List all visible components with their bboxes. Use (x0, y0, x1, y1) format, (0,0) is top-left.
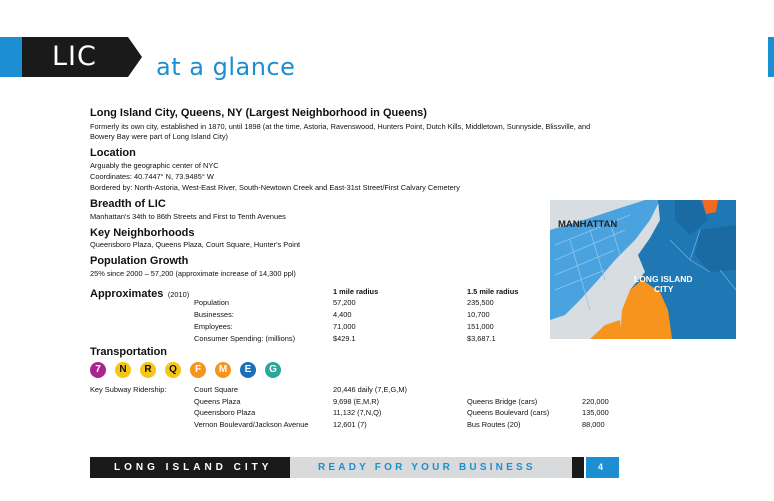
population-heading: Population Growth (90, 255, 189, 267)
neighborhoods-heading: Key Neighborhoods (90, 227, 195, 239)
header-subtitle: at a glance (156, 53, 296, 81)
other-traffic-value: 88,000 (582, 420, 605, 429)
ridership-station: Queensboro Plaza (194, 408, 256, 417)
footer-dark-separator (572, 457, 584, 478)
other-traffic-label: Queens Bridge (cars) (467, 397, 538, 406)
header-lic-title: LIC (52, 41, 97, 72)
approx-row-label: Population (194, 298, 229, 307)
location-line-3: Bordered by: North-Astoria, West-East River, South-Newtown Creek and East-31st Street/First Calvary Cemetery (90, 183, 460, 192)
ridership-value: 12,601 (7) (333, 420, 367, 429)
ridership-station: Vernon Boulevard/Jackson Avenue (194, 420, 309, 429)
subway-f-icon: F (190, 362, 206, 378)
subway-n-icon: N (115, 362, 131, 378)
approximates-heading-row (90, 284, 189, 302)
ridership-station: Queens Plaza (194, 397, 241, 406)
ridership-station: Court Square (194, 385, 238, 394)
map-label-lic-2: CITY (654, 284, 674, 294)
subway-e-icon: E (240, 362, 256, 378)
header-arrow (128, 37, 142, 77)
section-title: Long Island City, Queens, NY (Largest Neighborhood in Queens) (90, 107, 427, 119)
approx-row-value-1: 57,200 (333, 298, 356, 307)
ridership-value: 20,446 daily (7,E,G,M) (333, 385, 407, 394)
other-traffic-value: 220,000 (582, 397, 609, 406)
subway-r-icon: R (140, 362, 156, 378)
approx-row-value-2: 235,500 (467, 298, 494, 307)
subway-m-icon: M (215, 362, 231, 378)
breadth-line-1: Manhattan's 34th to 86th Streets and First to Tenth Avenues (90, 212, 286, 221)
approx-row-value-2: 10,700 (467, 310, 490, 319)
population-line-1: 25% since 2000 – 57,200 (approximate increase of 14,300 ppl) (90, 269, 296, 278)
transportation-heading: Transportation (90, 346, 168, 358)
approximates-heading: Approximates (90, 288, 164, 300)
other-traffic-value: 135,000 (582, 408, 609, 417)
approx-row-label: Businesses: (194, 310, 234, 319)
ridership-label: Key Subway Ridership: (90, 385, 167, 394)
ridership-value: 11,132 (7,N,Q) (333, 408, 382, 417)
location-line-1: Arguably the geographic center of NYC (90, 161, 219, 170)
approx-row-value-1: 71,000 (333, 322, 356, 331)
location-line-2: Coordinates: 40.7447° N, 73.9485° W (90, 172, 214, 181)
approximates-year: (2010) (167, 290, 190, 299)
approx-col-2-header: 1.5 mile radius (467, 287, 519, 296)
subway-lines (90, 362, 281, 378)
approx-col-1-header: 1 mile radius (333, 287, 379, 296)
title-description-1: Formerly its own city, established in 1870, until 1898 (at the time, Astoria, Ravenswood, Hunters Point, Dutch Kills, Middletown, Sunnyside, Blissville, and (90, 122, 591, 131)
approx-row-label: Employees: (194, 322, 233, 331)
approx-row-value-2: $3,687.1 (467, 334, 496, 343)
approx-row-value-1: $429.1 (333, 334, 356, 343)
footer-tagline: READY FOR YOUR BUSINESS (318, 462, 536, 473)
neighborhoods-line-1: Queensboro Plaza, Queens Plaza, Court Square, Hunter's Point (90, 240, 301, 249)
subway-7-icon: 7 (90, 362, 106, 378)
footer-page-number: 4 (598, 462, 604, 472)
other-traffic-label: Bus Routes (20) (467, 420, 521, 429)
header-right-accent (768, 37, 774, 77)
ridership-value: 9,698 (E,M,R) (333, 397, 380, 406)
location-heading: Location (90, 147, 136, 159)
title-description-2: Bowery Bay were part of Long Island City) (90, 132, 229, 141)
footer-left-text: LONG ISLAND CITY (114, 462, 273, 473)
header-accent-bar (0, 37, 22, 77)
map-label-manhattan: MANHATTAN (558, 219, 618, 230)
lic-map (550, 200, 736, 339)
approx-row-value-1: 4,400 (333, 310, 352, 319)
subway-q-icon: Q (165, 362, 181, 378)
other-traffic-label: Queens Boulevard (cars) (467, 408, 550, 417)
approx-row-value-2: 151,000 (467, 322, 494, 331)
map-label-lic-1: LONG ISLAND (634, 274, 693, 284)
subway-g-icon: G (265, 362, 281, 378)
breadth-heading: Breadth of LIC (90, 198, 166, 210)
approx-row-label: Consumer Spending: (millions) (194, 334, 296, 343)
